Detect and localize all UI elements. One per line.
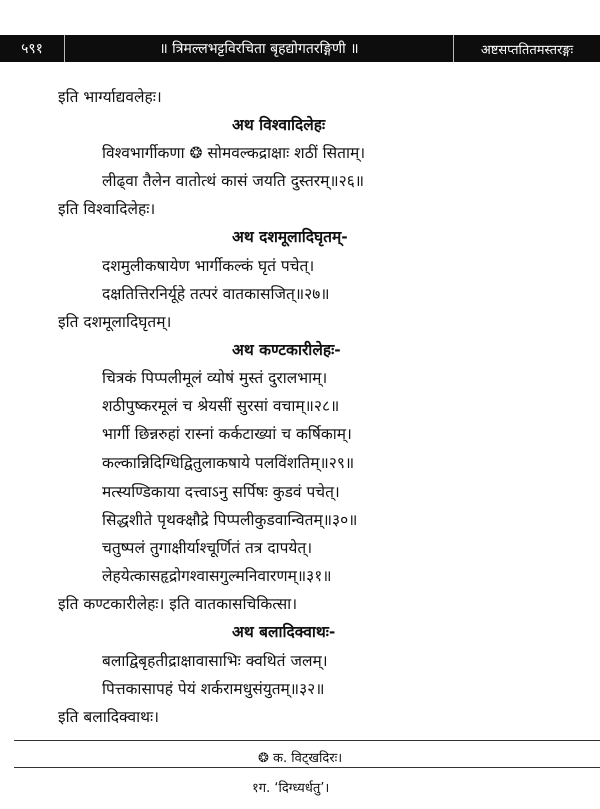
verse-line: चतुष्पलं तुगाक्षीर्याश्चूर्णितं तत्र दापयेत्। bbox=[102, 539, 313, 557]
verse-line: बलाद्विबृहतीद्राक्षावासाभिः क्वथितं जलम्। bbox=[102, 652, 328, 670]
page-number: ५९१ bbox=[0, 35, 65, 62]
verse-line: दक्षतित्तिरनिर्यूहे तत्परं वातकासजित्॥२७॥ bbox=[102, 285, 330, 303]
verse-line: भार्गी छिन्नरुहां रास्नां कर्कटाख्यां च कर्षिकाम्। bbox=[102, 425, 352, 443]
verse-line: लीढ्वा तैलेन वातोत्थं कासं जयति दुस्तरम्॥२६॥ bbox=[102, 172, 365, 190]
running-header bbox=[0, 35, 600, 62]
verse-line: शठीपुष्करमूलं च श्रेयसीं सुरसां वचाम्॥२८॥ bbox=[102, 397, 340, 415]
footnote: ❂ क. विट्खदिरः। bbox=[258, 751, 343, 766]
verse-line: चित्रकं पिप्पलीमूलं व्योषं मुस्तं दुरालभाम्। bbox=[102, 369, 328, 387]
footnote: १ग. ‘दिग्ध्यर्धतु’। bbox=[252, 781, 330, 796]
colophon-line: इति कण्टकारीलेहः। इति वातकासचिकित्सा। bbox=[58, 595, 298, 613]
verse-line: दशमुलीकषायेण भार्गीकल्कं घृतं पचेत्। bbox=[102, 257, 315, 275]
section-heading: अथ दशमूलादिघृतम्- bbox=[232, 228, 348, 246]
book-title: ॥ त्रिमल्लभट्टविरचिता बृहद्योगतरङ्गिणी ॥ bbox=[159, 41, 359, 57]
verse-line: मत्स्यण्डिकाया दत्त्वाऽनु सर्पिषः कुडवं पचेत्। bbox=[102, 483, 340, 501]
colophon-line: इति भार्ग्याद्यवलेहः। bbox=[58, 88, 162, 106]
section-heading: अथ कण्टकारीलेहः- bbox=[232, 341, 341, 359]
verse-line: सिद्धशीते पृथक्क्षौद्रे पिप्पलीकुडवान्वितम्॥३०॥ bbox=[102, 511, 358, 529]
chapter-title: अष्टसप्ततितमस्तरङ्गः bbox=[453, 35, 600, 62]
section-heading: अथ बलादिक्वाथः- bbox=[232, 623, 336, 641]
colophon-line: इति दशमूलादिघृतम्। bbox=[58, 313, 172, 331]
section-heading: अथ विश्वादिलेहः bbox=[232, 116, 326, 134]
verse-line: लेहयेत्कासहृद्रोगश्वासगुल्मनिवारणम्॥३१॥ bbox=[102, 567, 332, 585]
colophon-line: इति बलादिक्वाथः। bbox=[58, 708, 159, 726]
verse-line: विश्वभार्गीकणा ❂ सोमवल्कद्राक्षाः शठीं सिताम्। bbox=[102, 144, 366, 162]
verse-line: पित्तकासापहं पेयं शर्करामधुसंयुतम्॥३२॥ bbox=[102, 680, 325, 698]
footnote-divider bbox=[14, 767, 600, 768]
footnote-divider bbox=[14, 740, 600, 741]
verse-line: कल्कान्निदिग्धिद्वितुलाकषाये पलविंशतिम्॥२९॥ bbox=[102, 454, 355, 472]
colophon-line: इति विश्वादिलेहः। bbox=[58, 200, 156, 218]
